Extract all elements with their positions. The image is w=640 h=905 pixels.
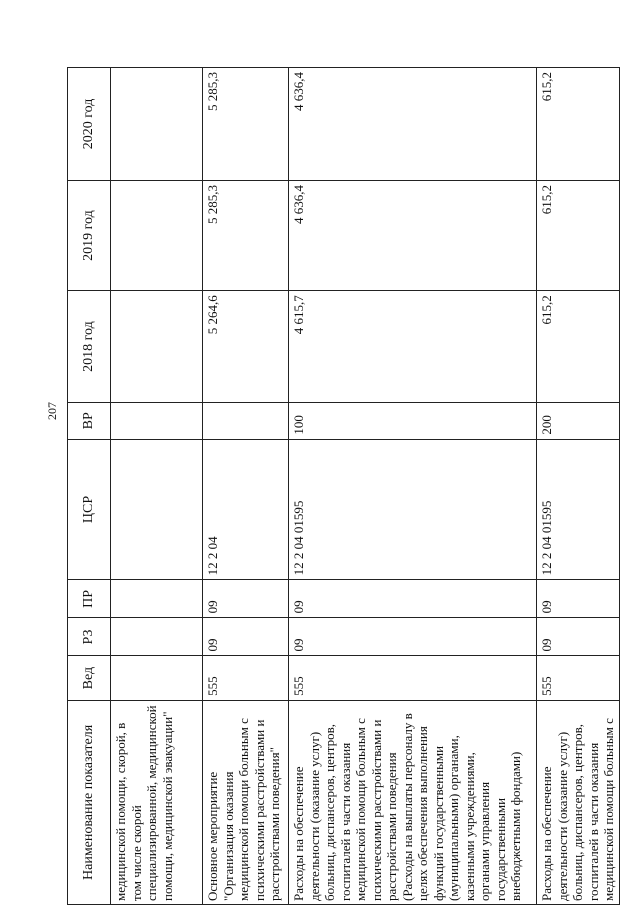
page-number: 207 — [45, 402, 59, 420]
cell-csr — [111, 439, 203, 580]
cell-name: Расходы на обеспечение деятельности (оказание услуг) больниц, диспансеров, центров, госпиталей в части оказания медицинской помощи больным с психическими расстройствами и расстройствами поведения (Расходы на выплаты персоналу в целях обеспечения выполнения функций государственными (муниципальными) органами, казенными учреждениями, органами управления государственными внебюджетными фондами) — [289, 700, 537, 904]
cell-ved: 555 — [289, 656, 537, 700]
cell-pr: 09 — [289, 580, 537, 618]
cell-2018: 5 264,6 — [203, 291, 289, 403]
cell-csr: 12 2 04 01595 — [537, 439, 620, 580]
cell-2020: 615,2 — [537, 68, 620, 181]
cell-2019 — [111, 180, 203, 290]
header-pr: ПР — [68, 580, 111, 618]
header-csr: ЦСР — [68, 439, 111, 580]
header-2020: 2020 год — [68, 68, 111, 181]
cell-ved: 555 — [203, 656, 289, 700]
header-2018: 2018 год — [68, 291, 111, 403]
cell-2020 — [111, 68, 203, 181]
header-rz: РЗ — [68, 618, 111, 656]
cell-vr — [111, 402, 203, 439]
cell-2019: 5 285,3 — [203, 180, 289, 290]
cell-rz — [111, 618, 203, 656]
cell-2020: 4 636,4 — [289, 68, 537, 181]
cell-csr: 12 2 04 — [203, 439, 289, 580]
cell-rz: 09 — [203, 618, 289, 656]
cell-pr: 09 — [203, 580, 289, 618]
budget-table — [67, 67, 620, 905]
header-name: Наименование показателя — [68, 700, 111, 904]
header-ved: Вед — [68, 656, 111, 700]
rotated-page — [67, 67, 616, 905]
cell-name: медицинской помощи, скорой, в том числе скорой специализированной, медицинской помощи, медицинской эвакуации" — [111, 700, 203, 904]
header-vr: ВР — [68, 402, 111, 439]
cell-ved: 555 — [537, 656, 620, 700]
cell-2020: 5 285,3 — [203, 68, 289, 181]
cell-2018: 4 615,7 — [289, 291, 537, 403]
cell-2018 — [111, 291, 203, 403]
cell-vr: 200 — [537, 402, 620, 439]
cell-name: Расходы на обеспечение деятельности (оказание услуг) больниц, диспансеров, центров, госпиталей в части оказания медицинской помощи больным с — [537, 700, 620, 904]
cell-rz: 09 — [537, 618, 620, 656]
cell-pr: 09 — [537, 580, 620, 618]
cell-2019: 4 636,4 — [289, 180, 537, 290]
cell-vr: 100 — [289, 402, 537, 439]
table-row — [111, 68, 203, 905]
table-row — [537, 68, 620, 905]
cell-2018: 615,2 — [537, 291, 620, 403]
cell-2019: 615,2 — [537, 180, 620, 290]
cell-name: Основное мероприятие "Организация оказания медицинской помощи больным с психическими расстройствами и расстройствами поведения" — [203, 700, 289, 904]
cell-ved — [111, 656, 203, 700]
table-row — [289, 68, 537, 905]
header-2019: 2019 год — [68, 180, 111, 290]
table-row — [203, 68, 289, 905]
cell-csr: 12 2 04 01595 — [289, 439, 537, 580]
table-header-row — [68, 68, 111, 905]
cell-vr — [203, 402, 289, 439]
cell-rz: 09 — [289, 618, 537, 656]
cell-pr — [111, 580, 203, 618]
